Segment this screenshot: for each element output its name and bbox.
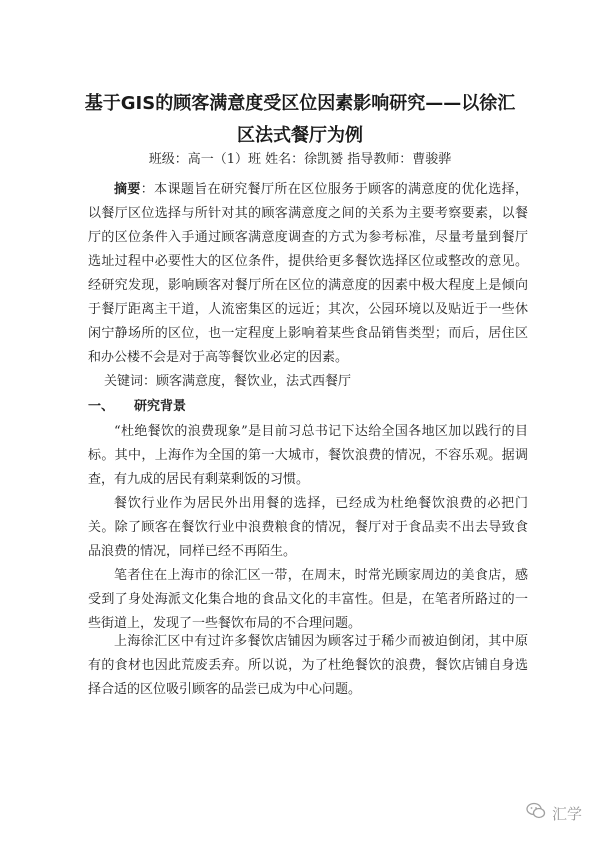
paper-title: 基于GIS的顾客满意度受区位因素影响研究——以徐汇区法式餐厅为例 [84,93,516,146]
abstract-paragraph [88,178,528,370]
section-heading [88,396,186,418]
abstract-label: 摘要 [114,182,141,197]
watermark [526,802,582,824]
section-title: 研究背景 [134,399,187,414]
wechat-icon [526,802,546,824]
body-paragraph: 笔者住在上海市的徐汇区一带，在周末，时常光顾家周边的美食店，感受到了身处海派文化集合地的食品文化的丰富性。但是，在笔者所路过的一些街道上，发现了一些餐饮布局的不合理问题。 [88,568,528,631]
body-paragraph: 上海徐汇区中有过许多餐饮店铺因为顾客过于稀少而被迫倒闭，其中原有的食材也因此荒废丢弃。所以说，为了杜绝餐饮的浪费，餐饮店铺自身选择合适的区位吸引顾客的品尝已成为中心问题。 [88,634,528,697]
abstract-text: ：本课题旨在研究餐厅所在区位服务于顾客的满意度的优化选择，以餐厅区位选择与所针对其的顾客满意度之间的关系为主要考察要素，以餐厅的区位条件入手通过顾客满意度调查的方式为参考标准，尽量考量到餐厅选址过程中必要性大的区位条件，提供给更多餐饮选择区位或整改的意见。经研究发现，影响顾客对餐厅所在区位的满意度的因素中极大程度上是倾向于餐厅距离主干道，人流密集区的远近；其次，公园环境以及贴近于一些休闲宁静场所的区位，也一定程度上影响着某些食品销售类型；而后，居住区和办公楼不会是对于高等餐饮业必定的因素。 [88,182,528,365]
section-number: 一、 [88,399,115,414]
keywords-line: 关键词：顾客满意度，餐饮业，法式西餐厅 [104,374,352,389]
watermark-text: 汇学 [551,804,582,823]
body-paragraph: “杜绝餐饮的浪费现象”是目前习总书记下达给全国各地区加以践行的目标。其中，上海作为全国的第一大城市，餐饮浪费的情况，不容乐观。据调查，有九成的居民有剩菜剩饭的习惯。 [88,424,528,487]
body-paragraph: 餐饮行业作为居民外出用餐的选择，已经成为杜绝餐饮浪费的必把门关。除了顾客在餐饮行业中浪费粮食的情况，餐厅对于食品卖不出去导致食品浪费的情况，同样已经不再陌生。 [88,496,528,559]
author-line: 班级：高一（1）班 姓名：徐凯赟 指导教师：曹骏骅 [148,152,452,167]
